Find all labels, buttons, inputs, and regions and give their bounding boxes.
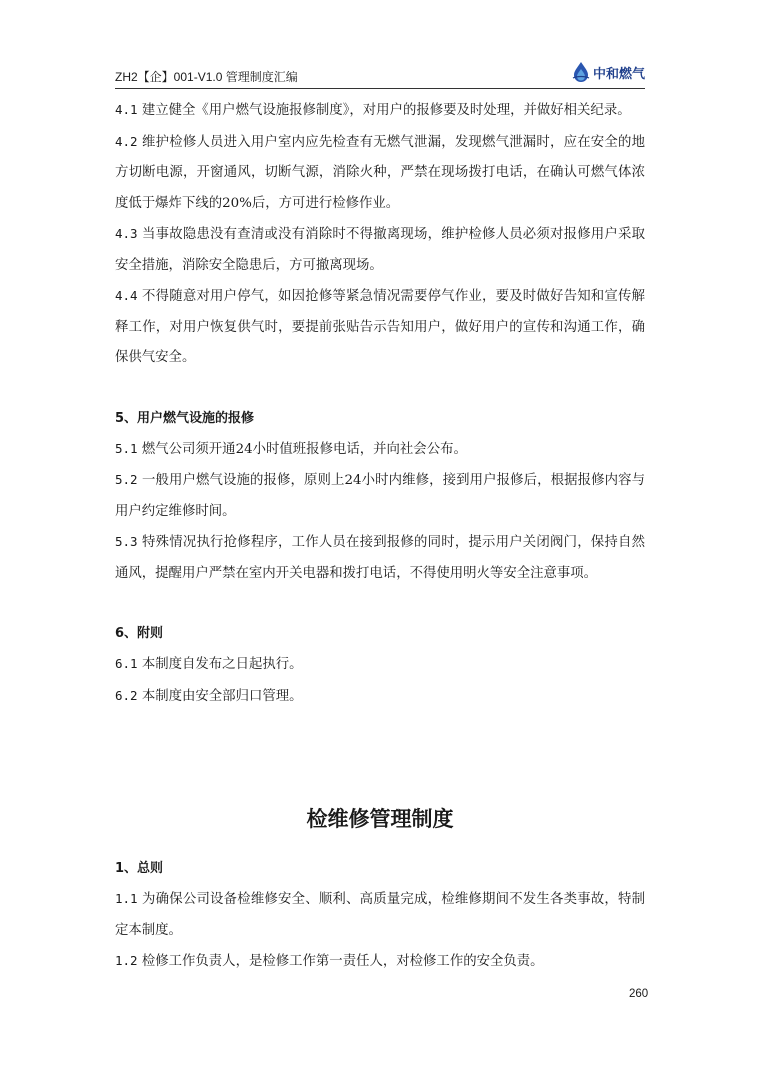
- page-header: [115, 58, 645, 88]
- header-divider: [115, 88, 645, 89]
- document-title: 检维修管理制度: [306, 807, 454, 831]
- clause-5-3: 5.3 特殊情况执行抢修程序，工作人员在接到报修的同时，提示用户关闭阀门，保持自然通风，提醒用户严禁在室内开关电器和拨打电话，不得使用明火等安全注意事项。: [115, 534, 645, 581]
- company-logo: [571, 60, 645, 84]
- clause-4-2: 4.2 维护检修人员进入用户室内应先检查有无燃气泄漏，发现燃气泄漏时，应在安全的地方切断电源，开窗通风，切断气源，消除火种，严禁在现场拨打电话，在确认可燃气体浓度低于爆炸下线的20%后，方可进行检修作业。: [115, 133, 645, 211]
- logo-text: 中和燃气: [592, 66, 645, 82]
- header-title: ZH2【企】001-V1.0 管理制度汇编: [115, 70, 298, 84]
- page-number: 260: [629, 988, 649, 1000]
- clause-4-1: 4.1 建立健全《用户燃气设施报修制度》，对用户的报修要及时处理，并做好相关纪录。: [115, 102, 631, 118]
- clause-1-2: 1.2 检修工作负责人，是检修工作第一责任人，对检修工作的安全负责。: [115, 953, 544, 969]
- section-1-heading: 1、总则: [115, 861, 164, 876]
- document-body: [115, 95, 645, 978]
- clause-6-1: 6.1 本制度自发布之日起执行。: [115, 656, 303, 672]
- section-5-heading: 5、用户燃气设施的报修: [115, 410, 255, 426]
- clause-6-2: 6.2 本制度由安全部归口管理。: [115, 687, 303, 704]
- clause-4-4: 4.4 不得随意对用户停气，如因抢修等紧急情况需要停气作业，要及时做好告知和宣传解释工作，对用户恢复供气时，要提前张贴告示告知用户，做好用户的宣传和沟通工作，确保供气安全。: [115, 288, 645, 365]
- clause-5-1: 5.1 燃气公司须开通24小时值班报修电话，并向社会公布。: [115, 440, 467, 457]
- clause-4-3: 4.3 当事故隐患没有查清或没有消除时不得撤离现场，维护检修人员必须对报修用户采取安全措施，消除安全隐患后，方可撤离现场。: [115, 226, 645, 273]
- section-6-heading: 6、附则: [115, 626, 164, 641]
- clause-1-1: 1.1 为确保公司设备检维修安全、顺利、高质量完成，检维修期间不发生各类事故，特制定本制度。: [115, 891, 645, 938]
- clause-5-2: 5.2 一般用户燃气设施的报修，原则上24小时内维修，接到用户报修后，根据报修内容与用户约定维修时间。: [115, 472, 645, 519]
- flame-drop-logo-icon: [571, 61, 591, 83]
